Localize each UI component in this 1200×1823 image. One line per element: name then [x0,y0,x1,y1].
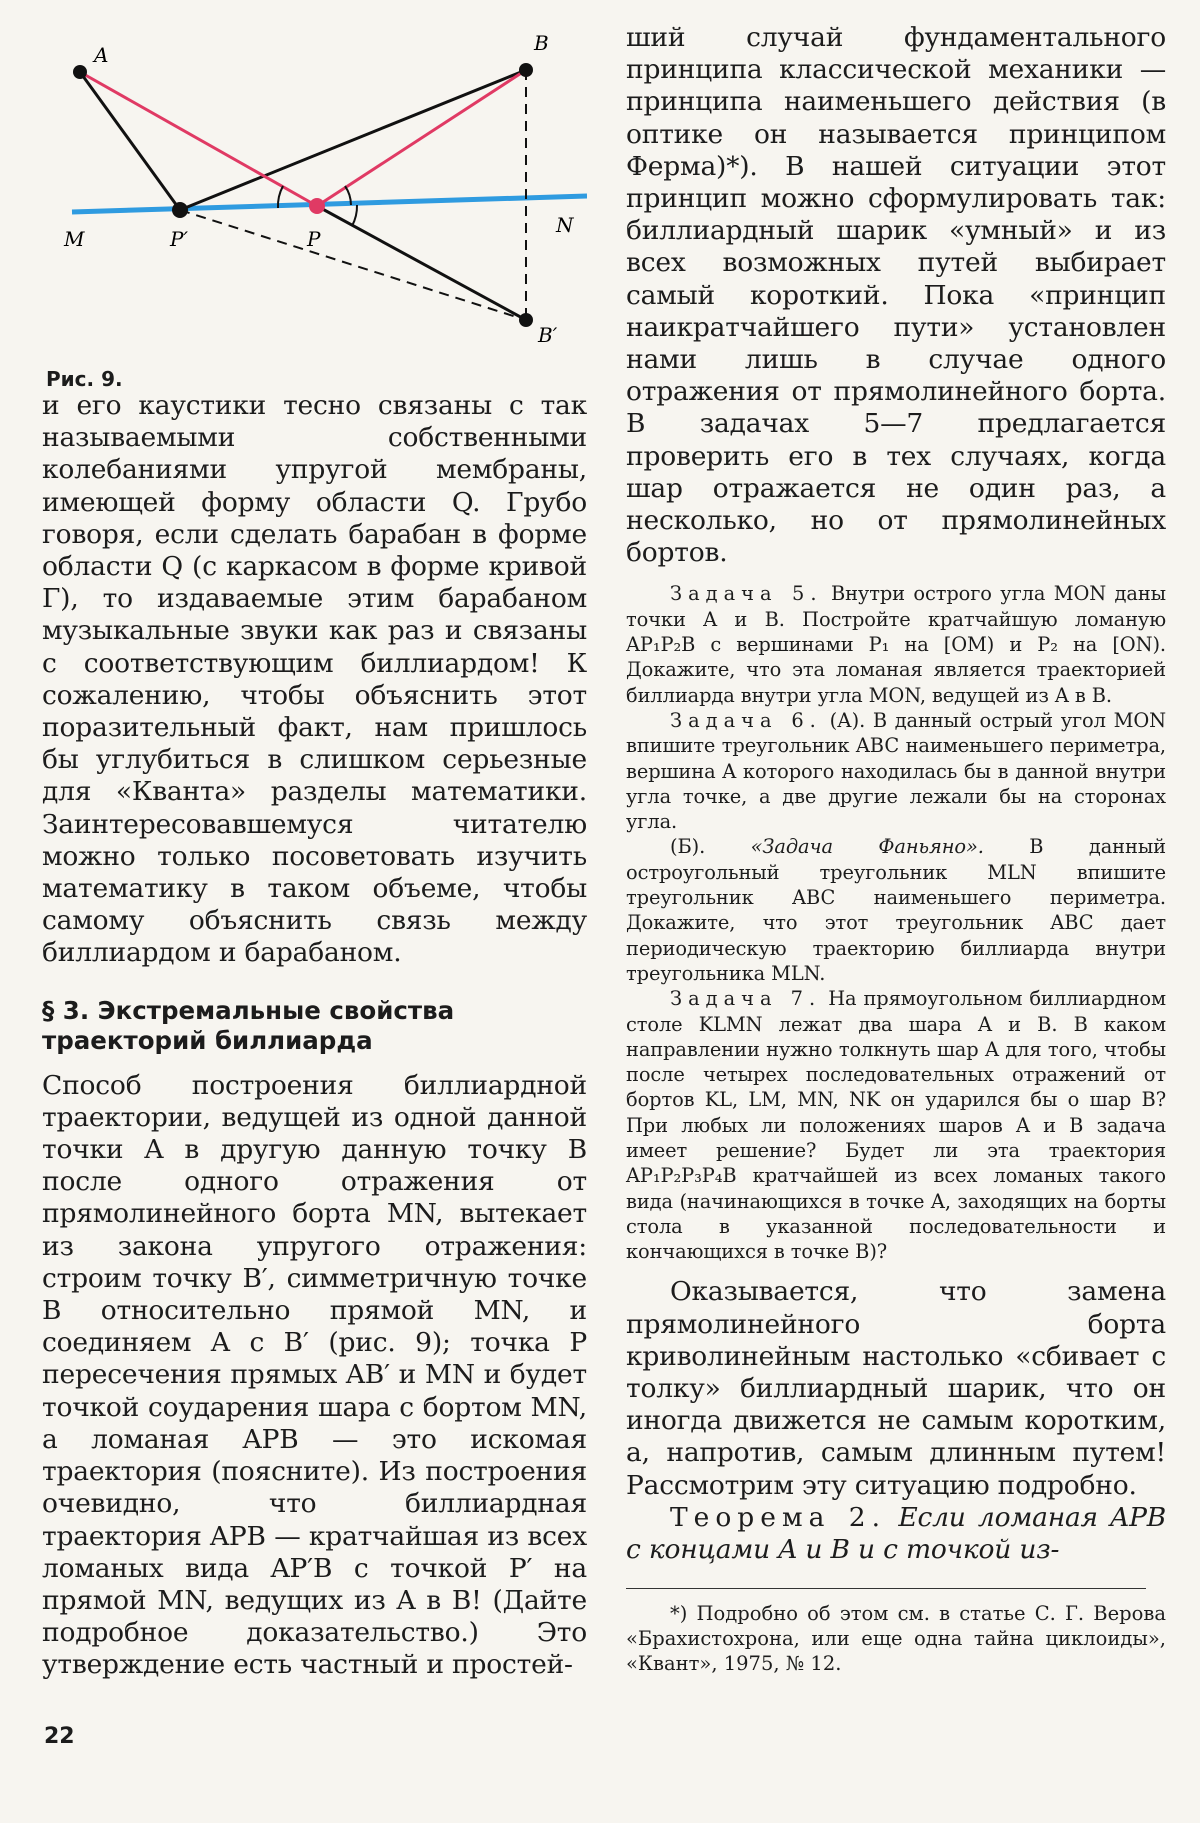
segment-a-pprime [80,72,180,210]
task-7 [626,986,1166,1264]
point-p [309,198,325,214]
billiard-reflection-diagram [42,20,587,390]
path-a-p [80,72,317,206]
footnote-rule [626,1588,1146,1589]
left-paragraph-2: Способ построения биллиардной траектории, ведущей из одной данной точки A в другую данную точку B после одного отражения от прямолинейного борта MN, вытекает из закона упругого отражения: строим точку B′, симметричную точке B относительно прямой MN, и соединяем A с B′ (рис. 9); точка P пересечения прямых AB′ и MN и будет точкой соударения шара с бортом MN, а ломаная APB — это искомая траектория (поясните). Из построения очевидно, что биллиардная траектория APB — кратчайшая из всех ломаных вида AP′B с точкой P′ на прямой MN, ведущих из A в B! (Дайте подробное доказательство.) Это утверждение есть частный и простей- [42,1069,587,1681]
left-column [42,20,587,1682]
section-title: § 3. Экстремальные свойства траекторий биллиарда [42,995,455,1055]
task-5-heading: Задача 5. [670,582,823,606]
label-p: P [307,227,321,251]
task-5-text: Внутри острого угла MON даны точки A и B. Постройте кратчайшую ломаную AP₁P₂B с вершинами P₁ на [OM) и P₂ на [ON). Докажите, что эта ломаная является траекторией биллиарда внутри угла MON, ведущей из A в B. [626,582,1166,707]
theorem-2 [626,1502,1166,1566]
label-n: N [556,213,574,237]
figure-caption: Рис. 9. [46,367,123,391]
left-paragraph-1: и его каустики тесно связаны с так называемыми собственными колебаниями упругой мембраны, имеющей форму области Q. Грубо говоря, если сделать барабан в форме области Q (с каркасом в форме кривой Γ), то издаваемые этим барабаном музыкальные звуки как раз и связаны с соответствующим биллиардом! К сожалению, чтобы объяснить этот поразительный факт, нам пришлось бы углубиться в слишком серьезные для «Кванта» разделы математики. Заинтересовавшемуся читателю можно только посоветовать изучить математику в таком объеме, чтобы самому объяснить связь между биллиардом и барабаном. [42,390,587,969]
segment-pprime-b [180,70,526,210]
task-6-text: (А). В данный острый угол MON впишите треугольник ABC наименьшего периметра, вершина A которого находилась бы в данной внутри угла точке, а две другие лежали бы на сторонах угла. [626,708,1166,834]
point-b [519,63,533,77]
point-a [73,65,87,79]
footnote: *) Подробно об этом см. в статье С. Г. Верова «Брахистохрона, или еще одна тайна циклоиды», «Квант», 1975, № 12. [626,1602,1166,1676]
theorem-text: Если ломаная APB с концами A и B и с точкой из- [626,1501,1166,1566]
label-m: M [64,227,85,251]
task-6b-label: (Б). [670,835,706,859]
task-6-heading: Задача 6. [670,708,822,732]
label-b: B [534,31,549,55]
right-column [626,22,1166,1676]
task-6b [626,834,1166,986]
path-p-b [317,70,526,206]
label-p-prime: P′ [170,227,188,251]
task-6 [626,708,1166,834]
right-paragraph-2: Оказывается, что замена прямолинейного борта криволинейным настолько «сбивает с толку» биллиардный шарик, что он иногда движется не самым коротким, а, напротив, самым длинным путем! Рассмотрим эту ситуацию подробно. [626,1276,1166,1501]
theorem-heading: Теорема 2. [670,1501,887,1533]
label-b-prime: B′ [538,323,558,347]
task-7-text: На прямоугольном биллиардном столе KLMN лежат два шара A и B. В каком направлении нужно толкнуть шар A для того, чтобы после четырех последовательных отражений от бортов KL, LM, MN, NK он ударился бы о шар B? При любых ли положениях шаров A и B задача имеет решение? Будет ли эта траектория AP₁P₂P₃P₄B кратчайшей из всех ломаных такого вида (начинающихся в точке A, заходящих на борты стола в указанной последовательности и кончающихся в точке B)? [626,987,1166,1264]
figure-9 [42,20,587,390]
label-a: A [94,43,109,67]
task-7-heading: Задача 7. [670,987,822,1011]
point-b-prime [519,313,533,327]
point-p-prime [172,202,188,218]
page-number: 22 [44,1724,75,1749]
task-6b-title: «Задача Фаньяно». [750,835,984,859]
task-6b-text: В данный остроугольный треугольник MLN впишите треугольник ABC наименьшего периметра. Докажите, что этот треугольник ABC дает периодическую траекторию биллиарда внутри треугольника MLN. [626,835,1166,985]
right-paragraph-1: ший случай фундаментального принципа классической механики — принципа наименьшего действия (в оптике он называется принципом Ферма)*). В нашей ситуации этот принцип можно сформулировать так: биллиардный шарик «умный» и из всех возможных путей выбирает самый короткий. Пока «принцип наикратчайшего пути» установлен нами лишь в случае одного отражения от прямолинейного борта. В задачах 5—7 предлагается проверить его в тех случаях, когда шар отражается не один раз, а несколько, но от прямолинейных бортов. [626,22,1166,569]
task-5 [626,581,1166,707]
angle-arc-right [352,205,357,226]
